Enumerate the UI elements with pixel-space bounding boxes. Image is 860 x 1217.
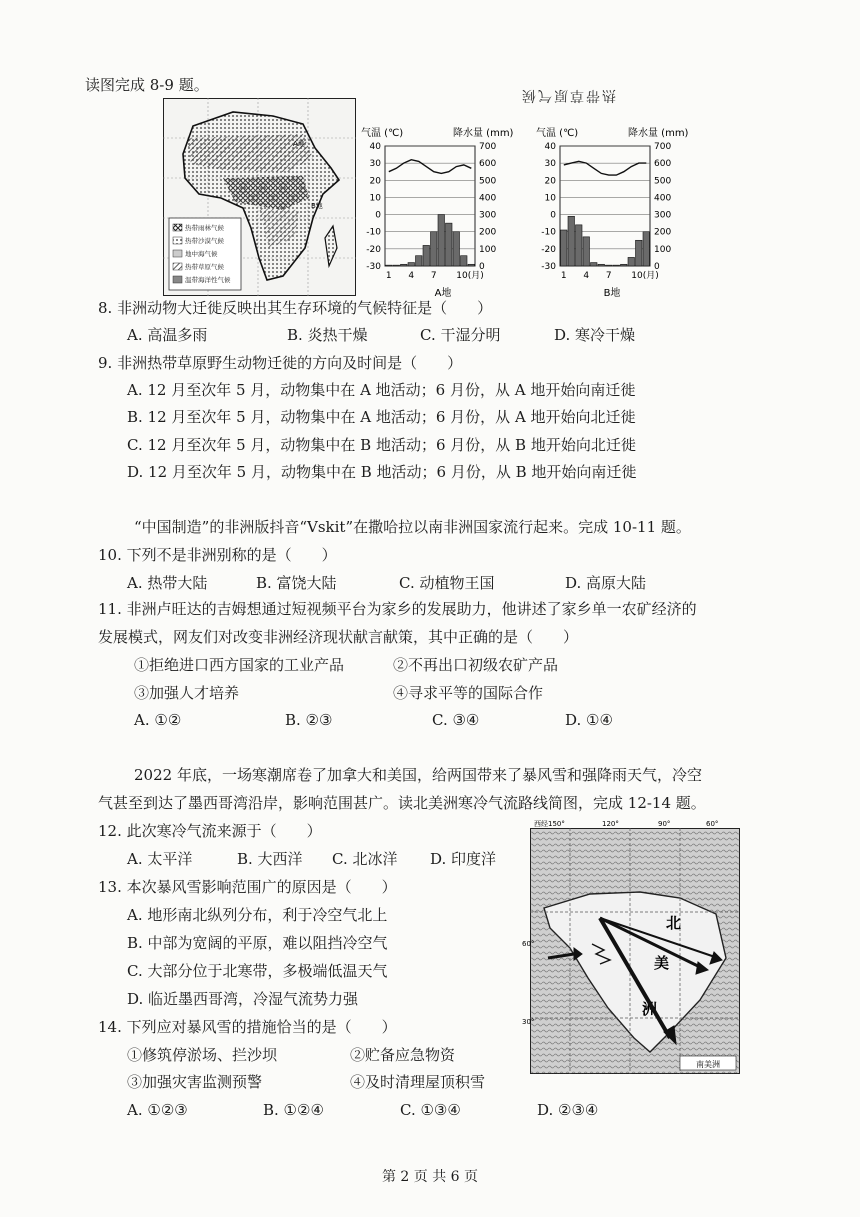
chart-caption: B地 (603, 288, 621, 299)
precip-bar (416, 256, 423, 266)
q14-option-d[interactable]: D. ②③④ (537, 1101, 599, 1119)
section3-intro-line2: 气甚至到达了墨西哥湾沿岸，影响范围甚广。读北美洲寒冷气流路线简图，完成 12-14 题。 (98, 794, 706, 812)
q10-option-d[interactable]: D. 高原大陆 (565, 574, 647, 592)
legend-item: 热带草原气候 (185, 263, 224, 271)
map-lat-label: 60° (522, 940, 535, 948)
precip-bar (583, 237, 590, 266)
map-continent-label: 北 (666, 914, 682, 932)
question-9-stem: 9. 非洲热带草原野生动物迁徙的方向及时间是（ ） (98, 354, 463, 372)
q13-option-b[interactable]: B. 中部为宽阔的平原，难以阻挡冷空气 (127, 934, 388, 952)
q9-option-d[interactable]: D. 12 月至次年 5 月，动物集中在 B 地活动；6 月份，从 B 地开始向南迁徙 (127, 463, 637, 481)
map-lon-label: 60° (706, 820, 719, 828)
temp-tick-label: -10 (541, 227, 556, 238)
temperature-line (389, 160, 472, 174)
temp-tick-label: 40 (369, 142, 381, 152)
q14-choice-2: ②贮备应急物资 (350, 1046, 456, 1064)
temp-tick-label: 0 (375, 210, 381, 221)
precip-bar (636, 240, 643, 266)
month-tick-label: 4 (408, 271, 415, 281)
section3-intro-line1: 2022 年底，一场寒潮席卷了加拿大和美国，给两国带来了暴风雪和强降雨天气，冷空 (134, 766, 702, 784)
temp-tick-label: 30 (369, 159, 381, 170)
precip-tick-label: 500 (654, 176, 672, 187)
legend-item: 地中海气候 (185, 250, 218, 258)
precip-tick-label: 700 (654, 142, 672, 152)
q10-option-b[interactable]: B. 富饶大陆 (256, 574, 337, 592)
q12-option-b[interactable]: B. 大西洋 (237, 850, 303, 868)
q9-option-a[interactable]: A. 12 月至次年 5 月，动物集中在 A 地活动；6 月份，从 A 地开始向南迁徙 (127, 381, 636, 399)
precip-tick-label: 400 (479, 193, 497, 204)
precip-axis-label: 降水量 (mm) (628, 128, 689, 139)
plot-frame (385, 146, 475, 266)
map-continent-label: 洲 (642, 1000, 658, 1018)
precip-bar (431, 232, 438, 266)
precip-tick-label: 700 (479, 142, 497, 152)
precip-bar (438, 215, 445, 266)
temp-tick-label: 0 (550, 210, 556, 221)
map-lat-label: 30° (522, 1018, 535, 1026)
temp-axis-label: 气温 (℃) (361, 128, 404, 139)
precip-bar (423, 245, 430, 266)
q14-choice-1: ①修筑停淤场、拦沙坝 (127, 1046, 278, 1064)
precip-bar (613, 265, 620, 266)
q14-option-c[interactable]: C. ①③④ (400, 1101, 461, 1119)
precip-tick-label: 500 (479, 176, 497, 187)
q12-option-c[interactable]: C. 北冰洋 (332, 850, 398, 868)
month-tick-label: 7 (605, 271, 612, 281)
question-13-stem: 13. 本次暴风雪影响范围广的原因是（ ） (98, 878, 397, 896)
precip-tick-label: 600 (654, 159, 672, 170)
precip-tick-label: 600 (479, 159, 497, 170)
q9-option-b[interactable]: B. 12 月至次年 5 月，动物集中在 A 地活动；6 月份，从 A 地开始向北迁徙 (127, 408, 636, 426)
temp-tick-label: 20 (544, 176, 556, 187)
svg-text:B地: B地 (311, 202, 323, 210)
north-america-cold-air-map (522, 818, 740, 1074)
precip-tick-label: 200 (654, 227, 672, 238)
q11-choice-4: ④寻求平等的国际合作 (393, 684, 544, 702)
precip-bar (453, 232, 460, 266)
month-tick-label: 4 (583, 271, 590, 281)
q11-choice-1: ①拒绝进口西方国家的工业产品 (134, 656, 345, 674)
precip-bar (408, 263, 415, 266)
q14-choice-4: ④及时清理屋顶积雪 (350, 1073, 486, 1091)
precip-bar (568, 216, 575, 266)
precip-bar (446, 223, 453, 266)
q11-option-c[interactable]: C. ③④ (432, 711, 480, 729)
precip-axis-label: 降水量 (mm) (453, 128, 514, 139)
map-lon-label: 90° (658, 820, 671, 828)
temp-tick-label: 30 (544, 159, 556, 170)
month-tick-label: 1 (560, 271, 567, 281)
section2-intro: “中国制造”的非洲版抖音“Vskit”在撒哈拉以南非洲国家流行起来。完成 10-11 题。 (134, 518, 691, 536)
question-12-stem: 12. 此次寒冷气流来源于（ ） (98, 822, 322, 840)
q11-choice-3: ③加强人才培养 (134, 684, 240, 702)
section1-intro: 读图完成 8-9 题。 (85, 76, 209, 94)
precip-tick-label: 300 (479, 210, 497, 221)
q13-option-d[interactable]: D. 临近墨西哥湾，冷湿气流势力强 (127, 990, 359, 1008)
map-region-label: 南美洲 (696, 1060, 720, 1069)
precip-tick-label: 300 (654, 210, 672, 221)
q14-option-b[interactable]: B. ①②④ (263, 1101, 324, 1119)
precip-bar (461, 256, 468, 266)
precip-bar (576, 225, 583, 266)
month-tick-label: 10(月) (631, 271, 659, 281)
q8-option-b[interactable]: B. 炎热干燥 (287, 326, 368, 344)
precip-tick-label: 400 (654, 193, 672, 204)
africa-climate-map (163, 98, 356, 296)
q13-option-a[interactable]: A. 地形南北纵列分布，利于冷空气北上 (127, 906, 388, 924)
question-11-stem-line2: 发展模式，网友们对改变非洲经济现状献言献策，其中正确的是（ ） (98, 628, 579, 646)
precip-tick-label: 0 (654, 262, 660, 272)
question-11-stem-line1: 11. 非洲卢旺达的吉姆想通过短视频平台为家乡的发展助力，他讲述了家乡单一农矿经济的 (98, 600, 697, 618)
temp-tick-label: -20 (541, 244, 556, 255)
climate-chart-a (355, 118, 530, 298)
q8-option-c[interactable]: C. 干湿分明 (420, 326, 501, 344)
q11-option-a[interactable]: A. ①② (134, 711, 182, 729)
page-number: 第 2 页 共 6 页 (381, 1169, 479, 1185)
legend-item: 热带雨林气候 (185, 224, 224, 232)
month-tick-label: 1 (385, 271, 392, 281)
q8-option-a[interactable]: A. 高温多雨 (127, 326, 208, 344)
precip-bar (468, 264, 475, 266)
precip-bar (598, 264, 605, 266)
q12-option-d[interactable]: D. 印度洋 (430, 850, 497, 868)
temp-tick-label: 10 (369, 193, 381, 204)
q10-option-c[interactable]: C. 动植物王国 (399, 574, 495, 592)
temp-tick-label: -20 (366, 244, 381, 255)
temp-axis-label: 气温 (℃) (536, 128, 579, 139)
chart-caption: A地 (434, 288, 452, 299)
map-continent-label: 美 (654, 954, 670, 972)
temp-tick-label: 20 (369, 176, 381, 187)
question-8-stem: 8. 非洲动物大迁徙反映出其生存环境的气候特征是（ ） (98, 299, 493, 317)
temperature-line (564, 161, 647, 175)
climate-chart-b (530, 118, 705, 298)
climate-header: 热带草原气候 (520, 87, 616, 103)
temp-tick-label: 40 (544, 142, 556, 152)
temp-tick-label: -30 (366, 262, 381, 272)
precip-bar (621, 264, 628, 266)
q14-option-a[interactable]: A. ①②③ (127, 1101, 188, 1119)
precip-tick-label: 100 (654, 244, 672, 255)
precip-bar (386, 265, 393, 266)
q12-option-a[interactable]: A. 太平洋 (127, 850, 193, 868)
q11-choice-2: ②不再出口初级农矿产品 (393, 656, 559, 674)
precip-bar (606, 265, 613, 266)
precip-bar (393, 265, 400, 266)
temp-tick-label: -10 (366, 227, 381, 238)
temp-tick-label: -30 (541, 262, 556, 272)
precip-bar (561, 230, 568, 266)
precip-bar (401, 264, 408, 266)
q10-option-a[interactable]: A. 热带大陆 (127, 574, 208, 592)
legend-item: 热带沙漠气候 (185, 237, 224, 245)
q11-option-d[interactable]: D. ①④ (565, 711, 613, 729)
month-tick-label: 10(月) (456, 271, 484, 281)
question-14-stem: 14. 下列应对暴风雪的措施恰当的是（ ） (98, 1018, 397, 1036)
question-10-stem: 10. 下列不是非洲别称的是（ ） (98, 546, 337, 564)
month-tick-label: 7 (430, 271, 437, 281)
temp-tick-label: 10 (544, 193, 556, 204)
q8-option-d[interactable]: D. 寒冷干燥 (554, 326, 636, 344)
legend-item: 温带海洋性气候 (185, 276, 231, 284)
map-lon-label: 120° (602, 820, 619, 828)
precip-tick-label: 0 (479, 262, 485, 272)
precip-bar (591, 263, 598, 266)
q9-option-c[interactable]: C. 12 月至次年 5 月，动物集中在 B 地活动；6 月份，从 B 地开始向北迁徙 (127, 436, 636, 454)
q13-option-c[interactable]: C. 大部分位于北寒带，多极端低温天气 (127, 962, 388, 980)
map-legend (169, 218, 241, 290)
q11-option-b[interactable]: B. ②③ (285, 711, 333, 729)
precip-bar (643, 232, 650, 266)
precip-tick-label: 200 (479, 227, 497, 238)
svg-text:A地: A地 (293, 140, 305, 148)
precip-tick-label: 100 (479, 244, 497, 255)
q14-choice-3: ③加强灾害监测预警 (127, 1073, 263, 1091)
precip-bar (628, 257, 635, 266)
map-lon-label: 西经150° (534, 820, 565, 828)
